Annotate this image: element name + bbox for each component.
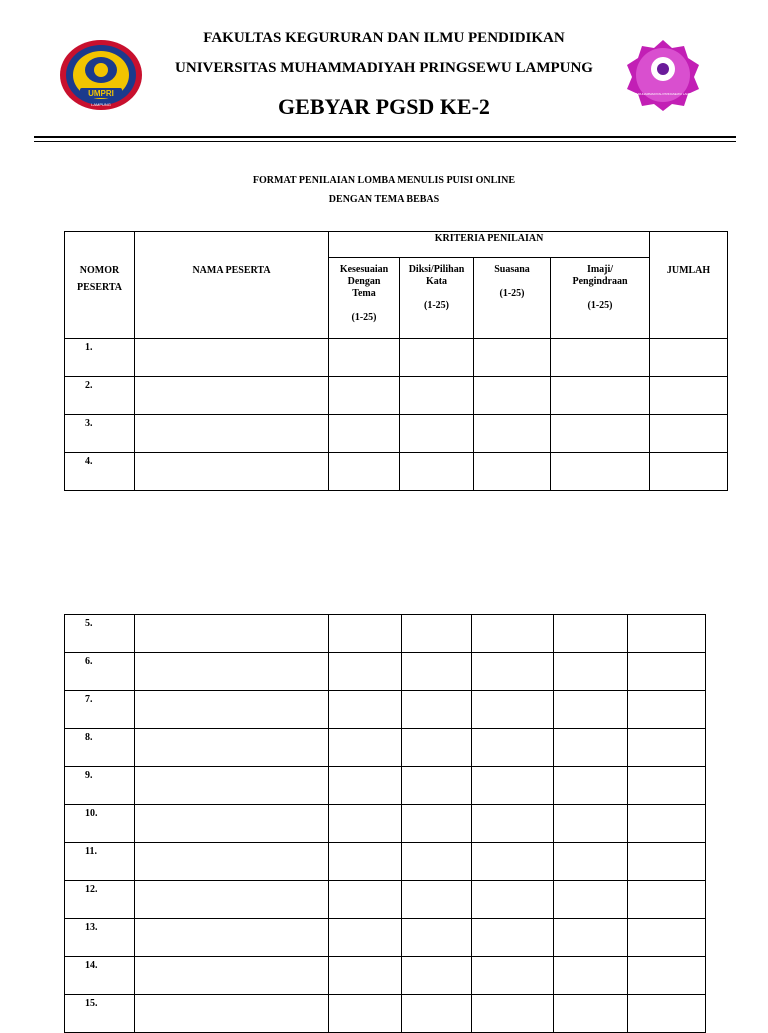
form-theme: DENGAN TEMA BEBAS <box>328 194 440 205</box>
table-row <box>65 805 706 843</box>
score-cell <box>474 377 551 415</box>
score-cell <box>628 767 706 805</box>
score-cell <box>628 615 706 653</box>
score-cell <box>551 415 650 453</box>
header-nomor-peserta <box>65 232 135 339</box>
score-cell <box>628 881 706 919</box>
score-cell <box>402 653 472 691</box>
score-cell <box>554 995 628 1033</box>
score-cell <box>650 377 728 415</box>
score-cell <box>628 843 706 881</box>
table-row <box>65 729 706 767</box>
score-cell <box>551 377 650 415</box>
row-number: 8. <box>65 729 135 767</box>
score-cell <box>554 843 628 881</box>
score-cell <box>329 415 400 453</box>
score-cell <box>402 957 472 995</box>
table-row <box>65 377 728 415</box>
table-row <box>65 691 706 729</box>
score-cell <box>472 881 554 919</box>
score-cell <box>402 729 472 767</box>
score-cell <box>628 691 706 729</box>
table-row <box>65 995 706 1033</box>
score-cell <box>329 615 402 653</box>
score-cell <box>135 615 329 653</box>
score-cell <box>402 843 472 881</box>
row-number: 6. <box>65 653 135 691</box>
score-cell <box>329 919 402 957</box>
score-cell <box>135 377 329 415</box>
score-cell <box>628 919 706 957</box>
score-cell <box>329 767 402 805</box>
table-row <box>65 453 728 491</box>
score-cell <box>402 691 472 729</box>
score-cell <box>135 919 329 957</box>
score-cell <box>472 729 554 767</box>
row-number: 7. <box>65 691 135 729</box>
score-cell <box>554 767 628 805</box>
score-cell <box>135 995 329 1033</box>
row-number: 1. <box>65 339 135 377</box>
score-cell <box>551 339 650 377</box>
row-number: 9. <box>65 767 135 805</box>
score-cell <box>472 767 554 805</box>
header-rule-thick <box>34 136 736 138</box>
header-jumlah: JUMLAH <box>650 232 728 339</box>
row-number: 5. <box>65 615 135 653</box>
crit4-line2: Pengindraan <box>572 276 628 287</box>
score-cell <box>554 957 628 995</box>
table-row <box>65 881 706 919</box>
score-cell <box>400 415 474 453</box>
logo-right-label: STKIP MUHAMMADIYAH PRINGSEWU LAMPUNG <box>628 92 698 96</box>
score-cell <box>554 881 628 919</box>
crit1-range: (1-25) <box>351 312 377 323</box>
row-number: 13. <box>65 919 135 957</box>
score-cell <box>329 377 400 415</box>
score-cell <box>472 995 554 1033</box>
crit1-line2: Dengan <box>347 276 381 287</box>
score-cell <box>472 957 554 995</box>
score-cell <box>472 805 554 843</box>
score-cell <box>135 957 329 995</box>
crit2-line2: Kata <box>425 276 448 287</box>
score-cell <box>135 881 329 919</box>
crit2-range: (1-25) <box>424 300 449 311</box>
score-cell <box>135 729 329 767</box>
row-number: 4. <box>65 453 135 491</box>
header-nama-peserta: NAMA PESERTA <box>135 232 329 339</box>
crit1-line3: Tema <box>352 288 376 299</box>
score-cell <box>329 453 400 491</box>
score-cell <box>474 415 551 453</box>
document-header <box>0 0 768 150</box>
table-row <box>65 339 728 377</box>
score-cell <box>135 453 329 491</box>
score-cell <box>400 377 474 415</box>
score-cell <box>329 995 402 1033</box>
score-cell <box>554 691 628 729</box>
form-title: FORMAT PENILAIAN LOMBA MENULIS PUISI ONLINE <box>252 175 516 186</box>
table-row <box>65 415 728 453</box>
crit1-line1: Kesesuaian <box>339 264 389 275</box>
university-name: UNIVERSITAS MUHAMMADIYAH PRINGSEWU LAMPUNG <box>175 60 593 76</box>
score-cell <box>329 805 402 843</box>
scoring-table-page-1 <box>64 231 728 491</box>
score-cell <box>329 339 400 377</box>
crit3-line1: Suasana <box>494 264 530 275</box>
faculty-name: FAKULTAS KEGURURAN DAN ILMU PENDIDIKAN <box>203 30 565 46</box>
score-cell <box>402 881 472 919</box>
score-cell <box>650 415 728 453</box>
crit4-range: (1-25) <box>587 300 613 311</box>
stkip-seal-logo <box>624 38 702 112</box>
score-cell <box>628 995 706 1033</box>
crit2-line1: Diksi/Pilihan <box>408 264 465 275</box>
header-peserta-text: PESERTA <box>76 282 123 293</box>
score-cell <box>628 729 706 767</box>
header-kesesuaian-tema <box>329 258 400 339</box>
event-title: GEBYAR PGSD KE-2 <box>278 94 490 119</box>
score-cell <box>329 729 402 767</box>
logo-left-sublabel: LAMPUNG <box>91 102 111 107</box>
score-cell <box>329 957 402 995</box>
row-number: 10. <box>65 805 135 843</box>
header-diksi-pilihan-kata <box>400 258 474 339</box>
score-cell <box>402 767 472 805</box>
score-cell <box>135 653 329 691</box>
crit3-range: (1-25) <box>499 288 525 299</box>
score-cell <box>554 729 628 767</box>
score-cell <box>628 805 706 843</box>
row-number: 14. <box>65 957 135 995</box>
score-cell <box>402 995 472 1033</box>
score-cell <box>329 843 402 881</box>
score-cell <box>474 339 551 377</box>
score-cell <box>554 805 628 843</box>
score-cell <box>329 881 402 919</box>
header-rule-thin <box>34 141 736 142</box>
score-cell <box>402 805 472 843</box>
score-cell <box>402 615 472 653</box>
score-cell <box>472 919 554 957</box>
crit4-line1: Imaji/ <box>586 264 614 275</box>
row-number: 15. <box>65 995 135 1033</box>
score-cell <box>135 691 329 729</box>
score-cell <box>135 805 329 843</box>
score-cell <box>472 615 554 653</box>
row-number: 12. <box>65 881 135 919</box>
score-cell <box>628 957 706 995</box>
score-cell <box>554 653 628 691</box>
score-cell <box>650 453 728 491</box>
table-row <box>65 919 706 957</box>
score-cell <box>329 691 402 729</box>
score-cell <box>472 653 554 691</box>
score-cell <box>551 453 650 491</box>
score-cell <box>554 919 628 957</box>
table-row <box>65 957 706 995</box>
score-cell <box>650 339 728 377</box>
table-row <box>65 615 706 653</box>
score-cell <box>329 653 402 691</box>
table-row <box>65 843 706 881</box>
score-cell <box>472 843 554 881</box>
score-cell <box>628 653 706 691</box>
score-cell <box>400 339 474 377</box>
row-number: 2. <box>65 377 135 415</box>
header-imaji-pengindraan <box>551 258 650 339</box>
header-nomor-text: NOMOR <box>79 265 120 276</box>
score-cell <box>135 843 329 881</box>
score-cell <box>474 453 551 491</box>
score-cell <box>135 767 329 805</box>
score-cell <box>402 919 472 957</box>
score-cell <box>135 339 329 377</box>
table-row <box>65 767 706 805</box>
score-cell <box>135 415 329 453</box>
table-row <box>65 653 706 691</box>
row-number: 11. <box>65 843 135 881</box>
header-kriteria-penilaian: KRITERIA PENILAIAN <box>329 232 650 258</box>
row-number: 3. <box>65 415 135 453</box>
score-cell <box>472 691 554 729</box>
scoring-table-page-2 <box>64 614 706 1033</box>
logo-left-label: UMPRI <box>88 89 114 98</box>
header-suasana <box>474 258 551 339</box>
score-cell <box>400 453 474 491</box>
score-cell <box>554 615 628 653</box>
